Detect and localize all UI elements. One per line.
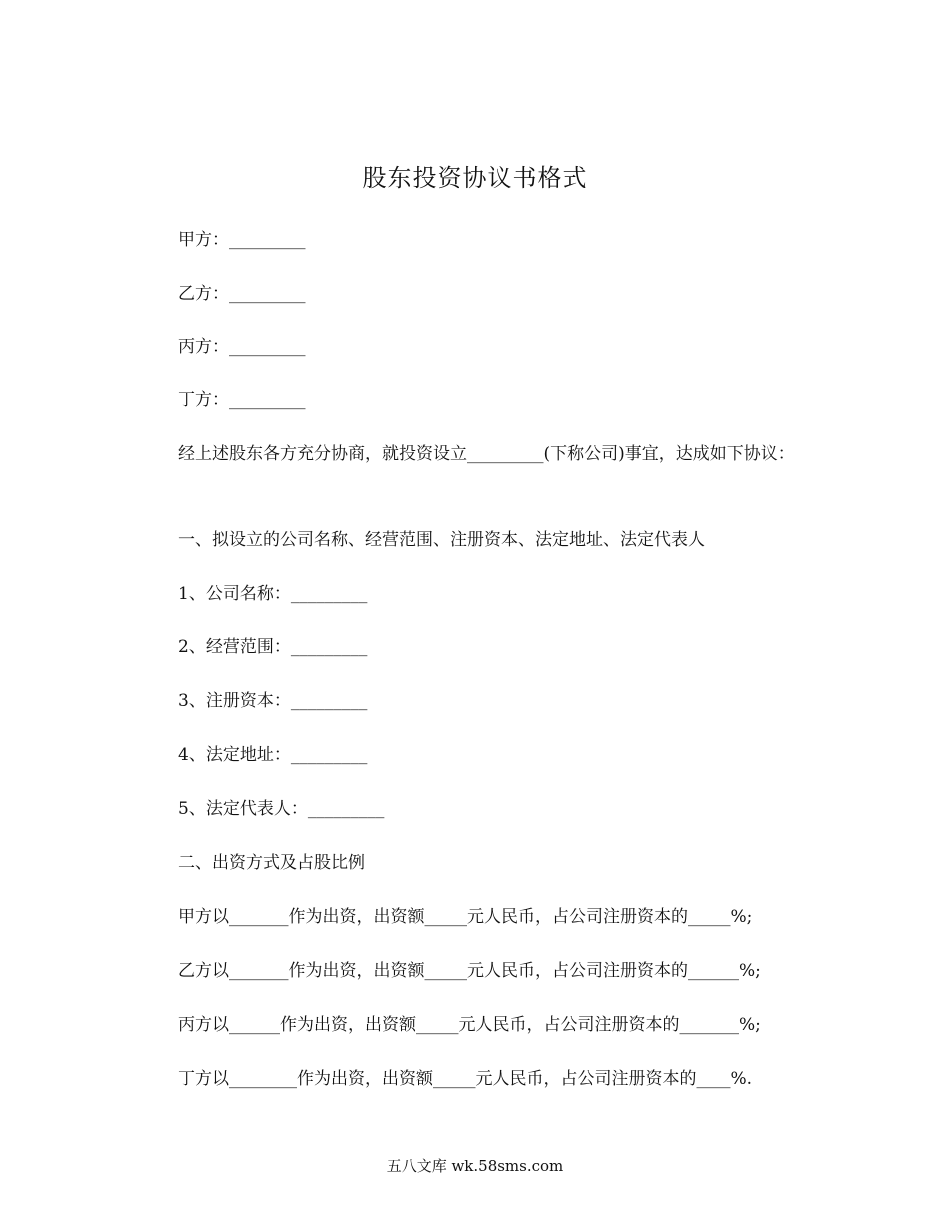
company-name-item: 1、公司名称：_________	[178, 584, 368, 604]
legal-representative-item: 5、法定代表人：_________	[178, 799, 385, 819]
business-scope-item: 2、经营范围：_________	[178, 637, 368, 657]
party-c-contribution: 丙方以______作为出资，出资额_____元人民币，占公司注册资本的_______%;	[178, 1015, 761, 1035]
section-1-heading: 一、拟设立的公司名称、经营范围、注册资本、法定地址、法定代表人	[178, 530, 705, 550]
legal-address-item: 4、法定地址：_________	[178, 745, 368, 765]
registered-capital-item: 3、注册资本：_________	[178, 691, 368, 711]
section-2-heading: 二、出资方式及占股比例	[178, 853, 365, 873]
footer-watermark: 五八文库 wk.58sms.com	[386, 1157, 564, 1175]
document-title: 股东投资协议书格式	[362, 164, 588, 192]
intro-paragraph: 经上述股东各方充分协商，就投资设立_________(下称公司)事宜，达成如下协议：	[178, 444, 795, 464]
party-a-line: 甲方：_________	[178, 230, 306, 250]
party-c-line: 丙方：_________	[178, 337, 306, 357]
party-b-contribution: 乙方以_______作为出资，出资额_____元人民币，占公司注册资本的______%;	[178, 961, 761, 981]
party-d-line: 丁方：_________	[178, 390, 306, 410]
party-b-line: 乙方：_________	[178, 284, 306, 304]
party-a-contribution: 甲方以_______作为出资，出资额_____元人民币，占公司注册资本的_____%;	[178, 907, 753, 927]
party-d-contribution: 丁方以________作为出资，出资额_____元人民币，占公司注册资本的____%.	[178, 1069, 753, 1089]
